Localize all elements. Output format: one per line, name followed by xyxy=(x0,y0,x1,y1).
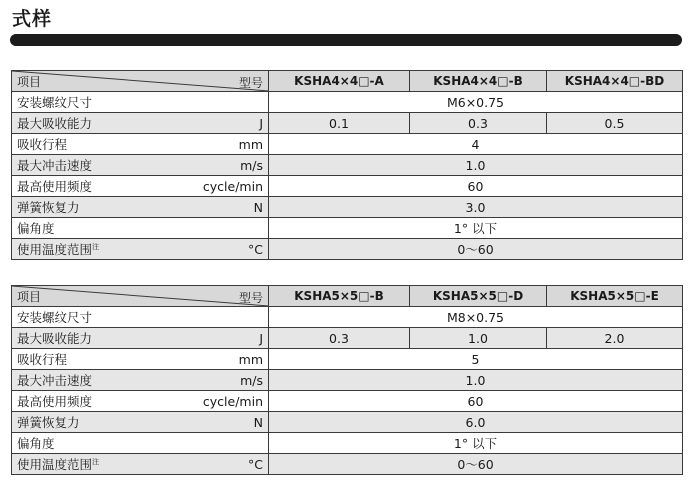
row-item: 安装螺纹尺寸 xyxy=(12,92,201,113)
model-header: KSHA5×5□-E xyxy=(547,286,683,307)
row-item: 安装螺纹尺寸 xyxy=(12,307,201,328)
row-value: 1.0 xyxy=(269,155,683,176)
corner-cell xyxy=(12,286,269,307)
row-item: 弹簧恢复力 xyxy=(12,197,201,218)
row-unit: N xyxy=(201,412,269,433)
row-item-label: 使用温度范围 xyxy=(17,242,93,257)
corner-label-item: 项目 xyxy=(17,75,42,89)
table-row xyxy=(12,92,683,113)
row-value: 2.0 xyxy=(547,328,683,349)
row-item xyxy=(12,239,201,260)
row-value: 0～60 xyxy=(269,239,683,260)
model-header: KSHA5×5□-B xyxy=(269,286,410,307)
row-value: 1.0 xyxy=(410,328,547,349)
row-unit xyxy=(201,218,269,239)
table-row xyxy=(12,134,683,155)
corner-label-model: 型号 xyxy=(238,291,263,305)
row-unit: °C xyxy=(201,454,269,475)
row-item xyxy=(12,454,201,475)
row-item: 最大冲击速度 xyxy=(12,155,201,176)
row-value: 60 xyxy=(269,176,683,197)
table-row xyxy=(12,328,683,349)
table-row xyxy=(12,155,683,176)
row-item: 偏角度 xyxy=(12,433,201,454)
corner-cell xyxy=(12,71,269,92)
row-value: 1° 以下 xyxy=(269,433,683,454)
spec-table-ksha5 xyxy=(11,285,683,475)
page-title: 式样 xyxy=(12,8,53,30)
row-item: 最大吸收能力 xyxy=(12,328,201,349)
row-value: 1° 以下 xyxy=(269,218,683,239)
model-header: KSHA5×5□-D xyxy=(410,286,547,307)
model-header: KSHA4×4□-BD xyxy=(547,71,683,92)
corner-label-model: 型号 xyxy=(238,76,263,90)
row-value: M6×0.75 xyxy=(269,92,683,113)
row-value: 1.0 xyxy=(269,370,683,391)
row-item: 最大冲击速度 xyxy=(12,370,201,391)
table-row xyxy=(12,412,683,433)
row-unit xyxy=(201,92,269,113)
table-row xyxy=(12,113,683,134)
row-value: M8×0.75 xyxy=(269,307,683,328)
table-row xyxy=(12,218,683,239)
footnote-mark: 注 xyxy=(92,242,100,251)
table-row xyxy=(12,433,683,454)
row-unit: J xyxy=(201,113,269,134)
corner-label-item: 项目 xyxy=(17,290,42,304)
row-unit: mm xyxy=(201,134,269,155)
table-row xyxy=(12,454,683,475)
row-value: 3.0 xyxy=(269,197,683,218)
model-header: KSHA4×4□-B xyxy=(410,71,547,92)
row-value: 4 xyxy=(269,134,683,155)
row-unit xyxy=(201,433,269,454)
table-row xyxy=(12,239,683,260)
table-row xyxy=(12,349,683,370)
row-item: 吸收行程 xyxy=(12,134,201,155)
row-unit: J xyxy=(201,328,269,349)
row-value: 6.0 xyxy=(269,412,683,433)
row-unit: cycle/min xyxy=(201,391,269,412)
row-value: 60 xyxy=(269,391,683,412)
row-item: 最高使用频度 xyxy=(12,176,201,197)
row-value: 5 xyxy=(269,349,683,370)
table-row xyxy=(12,197,683,218)
title-divider-bar xyxy=(10,34,682,46)
row-value: 0.3 xyxy=(410,113,547,134)
table-row xyxy=(12,391,683,412)
model-header: KSHA4×4□-A xyxy=(269,71,410,92)
row-item-label: 使用温度范围 xyxy=(17,457,93,472)
row-value: 0.3 xyxy=(269,328,410,349)
corner-diagonal-line xyxy=(12,71,269,91)
row-item: 吸收行程 xyxy=(12,349,201,370)
row-unit: m/s xyxy=(201,155,269,176)
row-value: 0～60 xyxy=(269,454,683,475)
row-unit: m/s xyxy=(201,370,269,391)
row-value: 0.1 xyxy=(269,113,410,134)
row-item: 最高使用频度 xyxy=(12,391,201,412)
row-item: 偏角度 xyxy=(12,218,201,239)
row-item: 弹簧恢复力 xyxy=(12,412,201,433)
table-row xyxy=(12,176,683,197)
row-unit xyxy=(201,307,269,328)
row-unit: mm xyxy=(201,349,269,370)
table-header-row xyxy=(12,286,683,307)
table-row xyxy=(12,370,683,391)
row-value: 0.5 xyxy=(547,113,683,134)
corner-diagonal-line xyxy=(12,286,269,306)
table-row xyxy=(12,307,683,328)
spec-table-ksha4 xyxy=(11,70,683,260)
row-unit: cycle/min xyxy=(201,176,269,197)
row-unit: °C xyxy=(201,239,269,260)
table-header-row xyxy=(12,71,683,92)
footnote-mark: 注 xyxy=(92,457,100,466)
row-unit: N xyxy=(201,197,269,218)
row-item: 最大吸收能力 xyxy=(12,113,201,134)
